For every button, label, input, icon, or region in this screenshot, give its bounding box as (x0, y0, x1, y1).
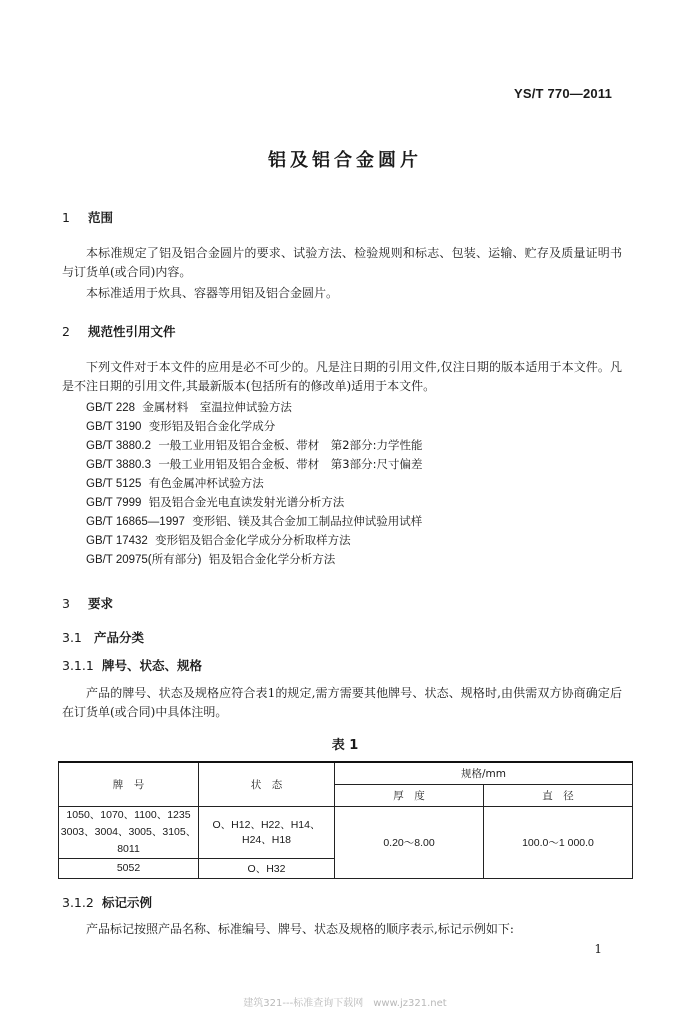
header-spec: 规格/mm (335, 762, 633, 784)
section-number: 2 (62, 324, 70, 339)
reference-title: 有色金属冲杯试验方法 (148, 476, 264, 490)
section-title: 产品分类 (94, 630, 145, 645)
reference-title: 变形铝及铝合金化学成分分析取样方法 (155, 533, 351, 547)
reference-title: 一般工业用铝及铝合金板、带材 第3部分:尺寸偏差 (158, 457, 423, 471)
section-3-1-2-paragraph: 产品标记按照产品名称、标准编号、牌号、状态及规格的顺序表示,标记示例如下: (86, 922, 514, 936)
section-number: 3.1.1 (62, 658, 94, 673)
section-2-heading (62, 322, 176, 340)
diameter-range-cell: 100.0～1 000.0 (484, 806, 633, 878)
normative-reference (86, 513, 422, 529)
reference-title: 一般工业用铝及铝合金板、带材 第2部分:力学性能 (158, 438, 423, 452)
normative-reference (86, 456, 423, 472)
table-1 (58, 761, 633, 879)
table-row (59, 806, 633, 858)
normative-reference (86, 551, 335, 567)
grade-cell (59, 806, 199, 858)
normative-reference (86, 399, 292, 415)
reference-code: GB/T 5125 (86, 478, 142, 490)
table-caption: 表 1 (331, 738, 359, 753)
section-title: 规范性引用文件 (88, 324, 176, 339)
reference-code: GB/T 3190 (86, 421, 142, 433)
section-number: 3.1.2 (62, 895, 94, 910)
header-thickness: 厚 度 (335, 784, 484, 806)
section-3-1-heading (62, 628, 144, 646)
temper-cell: O、H32 (199, 858, 335, 878)
page-number: 1 (594, 942, 602, 956)
reference-code: GB/T 7999 (86, 497, 142, 509)
normative-reference (86, 475, 264, 491)
header-grade: 牌 号 (59, 762, 199, 806)
section-title: 要求 (88, 596, 114, 611)
normative-reference (86, 494, 344, 510)
section-3-1-1-paragraph: 产品的牌号、状态及规格应符合表1的规定,需方需要其他牌号、状态、规格时,由供需双方协商确定后在订货单(或合同)中具体注明。 (62, 686, 622, 719)
section-3-1-1-heading (62, 656, 202, 674)
watermark: 建筑321---标准查询下载网 www.jz321.net (243, 998, 447, 1009)
thickness-range-cell: 0.20～8.00 (335, 806, 484, 878)
reference-title: 铝及铝合金化学分析方法 (208, 552, 336, 566)
reference-code: GB/T 228 (86, 402, 136, 414)
section-2-intro: 下列文件对于本文件的应用是必不可少的。凡是注日期的引用文件,仅注日期的版本适用于本文件。凡是不注日期的引用文件,其最新版本(包括所有的修改单)适用于本文件。 (62, 360, 622, 393)
reference-code: GB/T 3880.2 (86, 440, 151, 452)
normative-reference (86, 437, 423, 453)
grade-line: 1050、1070、1100、1235 (66, 808, 191, 821)
section-title: 标记示例 (102, 895, 153, 910)
section-number: 3.1 (62, 630, 82, 645)
reference-title: 铝及铝合金光电直读发射光谱分析方法 (148, 495, 345, 509)
reference-code: GB/T 3880.3 (86, 459, 151, 471)
section-3-heading (62, 594, 113, 612)
temper-cell: O、H12、H22、H14、H24、H18 (199, 806, 335, 858)
reference-title: 金属材料 室温拉伸试验方法 (142, 400, 292, 414)
section-1-paragraph-1: 本标准规定了铝及铝合金圆片的要求、试验方法、检验规则和标志、包装、运输、贮存及质量证明书与订货单(或合同)内容。 (62, 246, 622, 279)
header-diameter: 直 径 (484, 784, 633, 806)
section-1-paragraph-2: 本标准适用于炊具、容器等用铝及铝合金圆片。 (86, 286, 339, 300)
section-number: 1 (62, 210, 70, 225)
reference-title: 变形铝及铝合金化学成分 (148, 419, 276, 433)
reference-code: GB/T 16865—1997 (86, 516, 185, 528)
section-title: 范围 (88, 210, 114, 225)
section-title: 牌号、状态、规格 (102, 658, 203, 673)
section-1-heading (62, 208, 113, 226)
normative-reference (86, 532, 351, 548)
section-number: 3 (62, 596, 70, 611)
reference-code: GB/T 20975(所有部分) (86, 554, 202, 566)
reference-code: GB/T 17432 (86, 535, 148, 547)
standard-code: YS/T 770—2011 (514, 86, 612, 101)
grade-cell: 5052 (59, 858, 199, 878)
normative-reference (86, 418, 275, 434)
grade-line: 3003、3004、3005、3105、8011 (60, 825, 197, 855)
document-title: 铝及铝合金圆片 (268, 150, 422, 171)
reference-title: 变形铝、镁及其合金加工制品拉伸试验用试样 (192, 514, 423, 528)
section-3-1-2-heading (62, 893, 152, 911)
header-temper: 状 态 (199, 762, 335, 806)
